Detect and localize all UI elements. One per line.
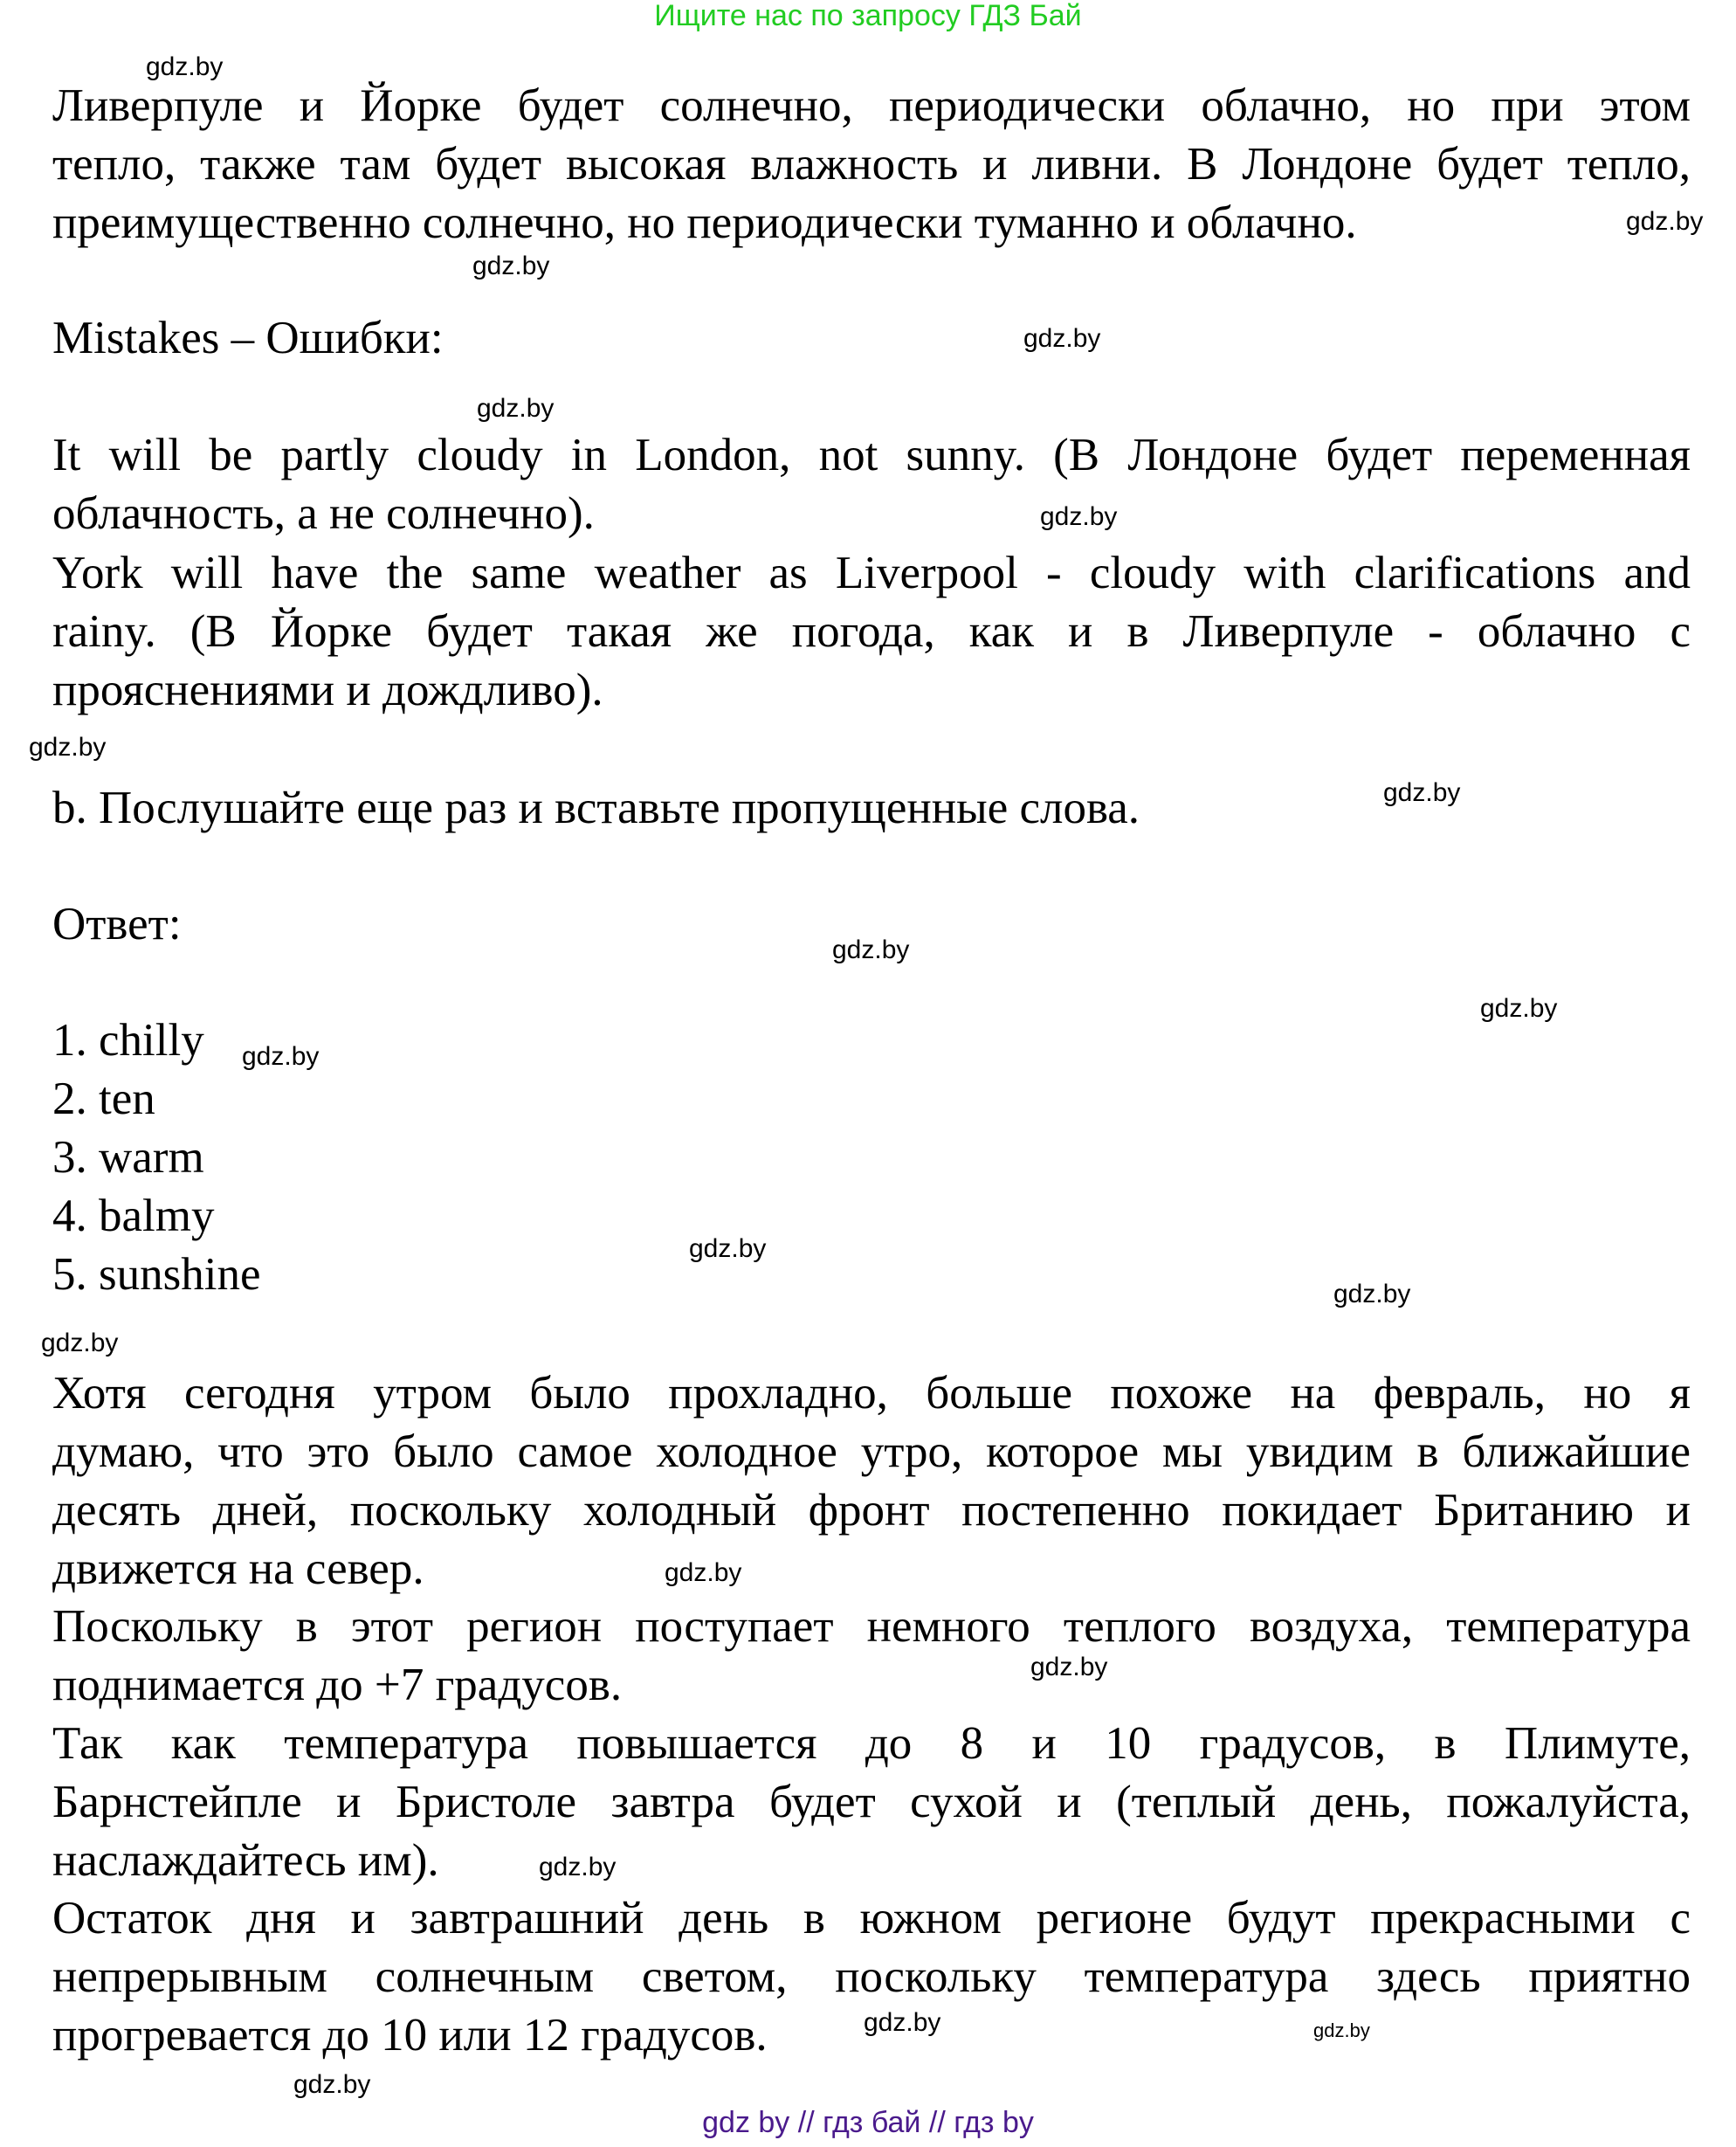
text-line: rainy. (В Йорке будет такая же погода, как и в Ливерпуле - облачно с <box>52 606 1691 657</box>
watermark: gdz.by <box>242 1042 320 1071</box>
mistake-london <box>52 426 1691 543</box>
text-line: поднимается до +7 градусов. <box>52 1660 623 1710</box>
mistakes-heading <box>52 309 1691 368</box>
watermark: gdz.by <box>689 1234 767 1263</box>
text-line: непрерывным солнечным светом, поскольку температура здесь приятно <box>52 1951 1691 2002</box>
list-item: 2. ten <box>52 1074 155 1124</box>
list-item: 3. warm <box>52 1132 204 1183</box>
text-line: Поскольку в этот регион поступает немного теплого воздуха, температура <box>52 1601 1691 1652</box>
text-line: думаю, что это было самое холодное утро, которое мы увидим в ближайшие <box>52 1426 1691 1477</box>
mistake-york <box>52 544 1691 720</box>
watermark: gdz.by <box>1333 1280 1411 1308</box>
search-hint-banner: Ищите нас по запросу ГДЗ Бай <box>654 0 1082 32</box>
watermark: gdz.by <box>1040 502 1118 531</box>
translation-paragraph-4 <box>52 1889 1691 2065</box>
text-line: It will be partly cloudy in London, not sunny. (В Лондоне будет переменная <box>52 430 1691 480</box>
watermark: gdz.by <box>1023 324 1101 353</box>
watermark: gdz.by <box>472 252 550 280</box>
text-line: тепло, также там будет высокая влажность и ливни. В Лондоне будет тепло, <box>52 139 1691 190</box>
watermark: gdz.by <box>539 1853 617 1881</box>
watermark: gdz.by <box>477 394 555 423</box>
heading-text: Ответ: <box>52 899 182 949</box>
watermark: gdz.by <box>29 733 107 762</box>
heading-text: Mistakes – Ошибки: <box>52 313 444 363</box>
text-line: прогревается до 10 или 12 градусов. <box>52 2010 768 2061</box>
watermark: gdz.by <box>864 2008 941 2037</box>
text-line: York will have the same weather as Liverpool - cloudy with clarifications and <box>52 548 1691 598</box>
text-line: наслаждайтесь им). <box>52 1835 439 1886</box>
text-line: Ливерпуле и Йорке будет солнечно, периодически облачно, но при этом <box>52 80 1691 131</box>
text-line: преимущественно солнечно, но периодически туманно и облачно. <box>52 197 1357 248</box>
text-line: Хотя сегодня утром было прохладно, больше похоже на февраль, но я <box>52 1368 1691 1419</box>
list-item: 1. chilly <box>52 1015 204 1066</box>
text-line: облачность, а не солнечно). <box>52 488 595 539</box>
watermark: gdz.by <box>1383 778 1461 807</box>
text-line: прояснениями и дождливо). <box>52 665 603 715</box>
watermark: gdz.by <box>665 1558 742 1587</box>
watermark: gdz.by <box>146 52 224 81</box>
watermark: gdz.by <box>1626 207 1704 236</box>
translation-paragraph-3 <box>52 1715 1691 1890</box>
text-line: Барнстейпле и Бристоле завтра будет сухой и (теплый день, пожалуйста, <box>52 1777 1691 1827</box>
watermark: gdz.by <box>1480 994 1558 1023</box>
list-item: 5. sunshine <box>52 1249 261 1300</box>
watermark: gdz.by <box>41 1329 119 1357</box>
watermark: gdz.by <box>1030 1653 1108 1681</box>
translation-paragraph-2 <box>52 1598 1691 1715</box>
text-line: десять дней, поскольку холодный фронт постепенно покидает Британию и <box>52 1485 1691 1536</box>
watermark: gdz.by <box>1313 2019 1370 2041</box>
paragraph-weather-summary <box>52 77 1691 252</box>
task-text: b. Послушайте еще раз и вставьте пропущенные слова. <box>52 783 1140 833</box>
watermark: gdz.by <box>293 2070 371 2099</box>
text-line: Остаток дня и завтрашний день в южном регионе будут прекрасными с <box>52 1893 1691 1943</box>
text-line: движется на север. <box>52 1543 424 1594</box>
watermark: gdz.by <box>832 935 910 964</box>
list-item: 4. balmy <box>52 1191 215 1241</box>
text-line: Так как температура повышается до 8 и 10 градусов, в Плимуте, <box>52 1718 1691 1769</box>
translation-paragraph-1 <box>52 1364 1691 1598</box>
footer-links[interactable]: gdz by // гдз бай // гдз by <box>702 2106 1034 2139</box>
